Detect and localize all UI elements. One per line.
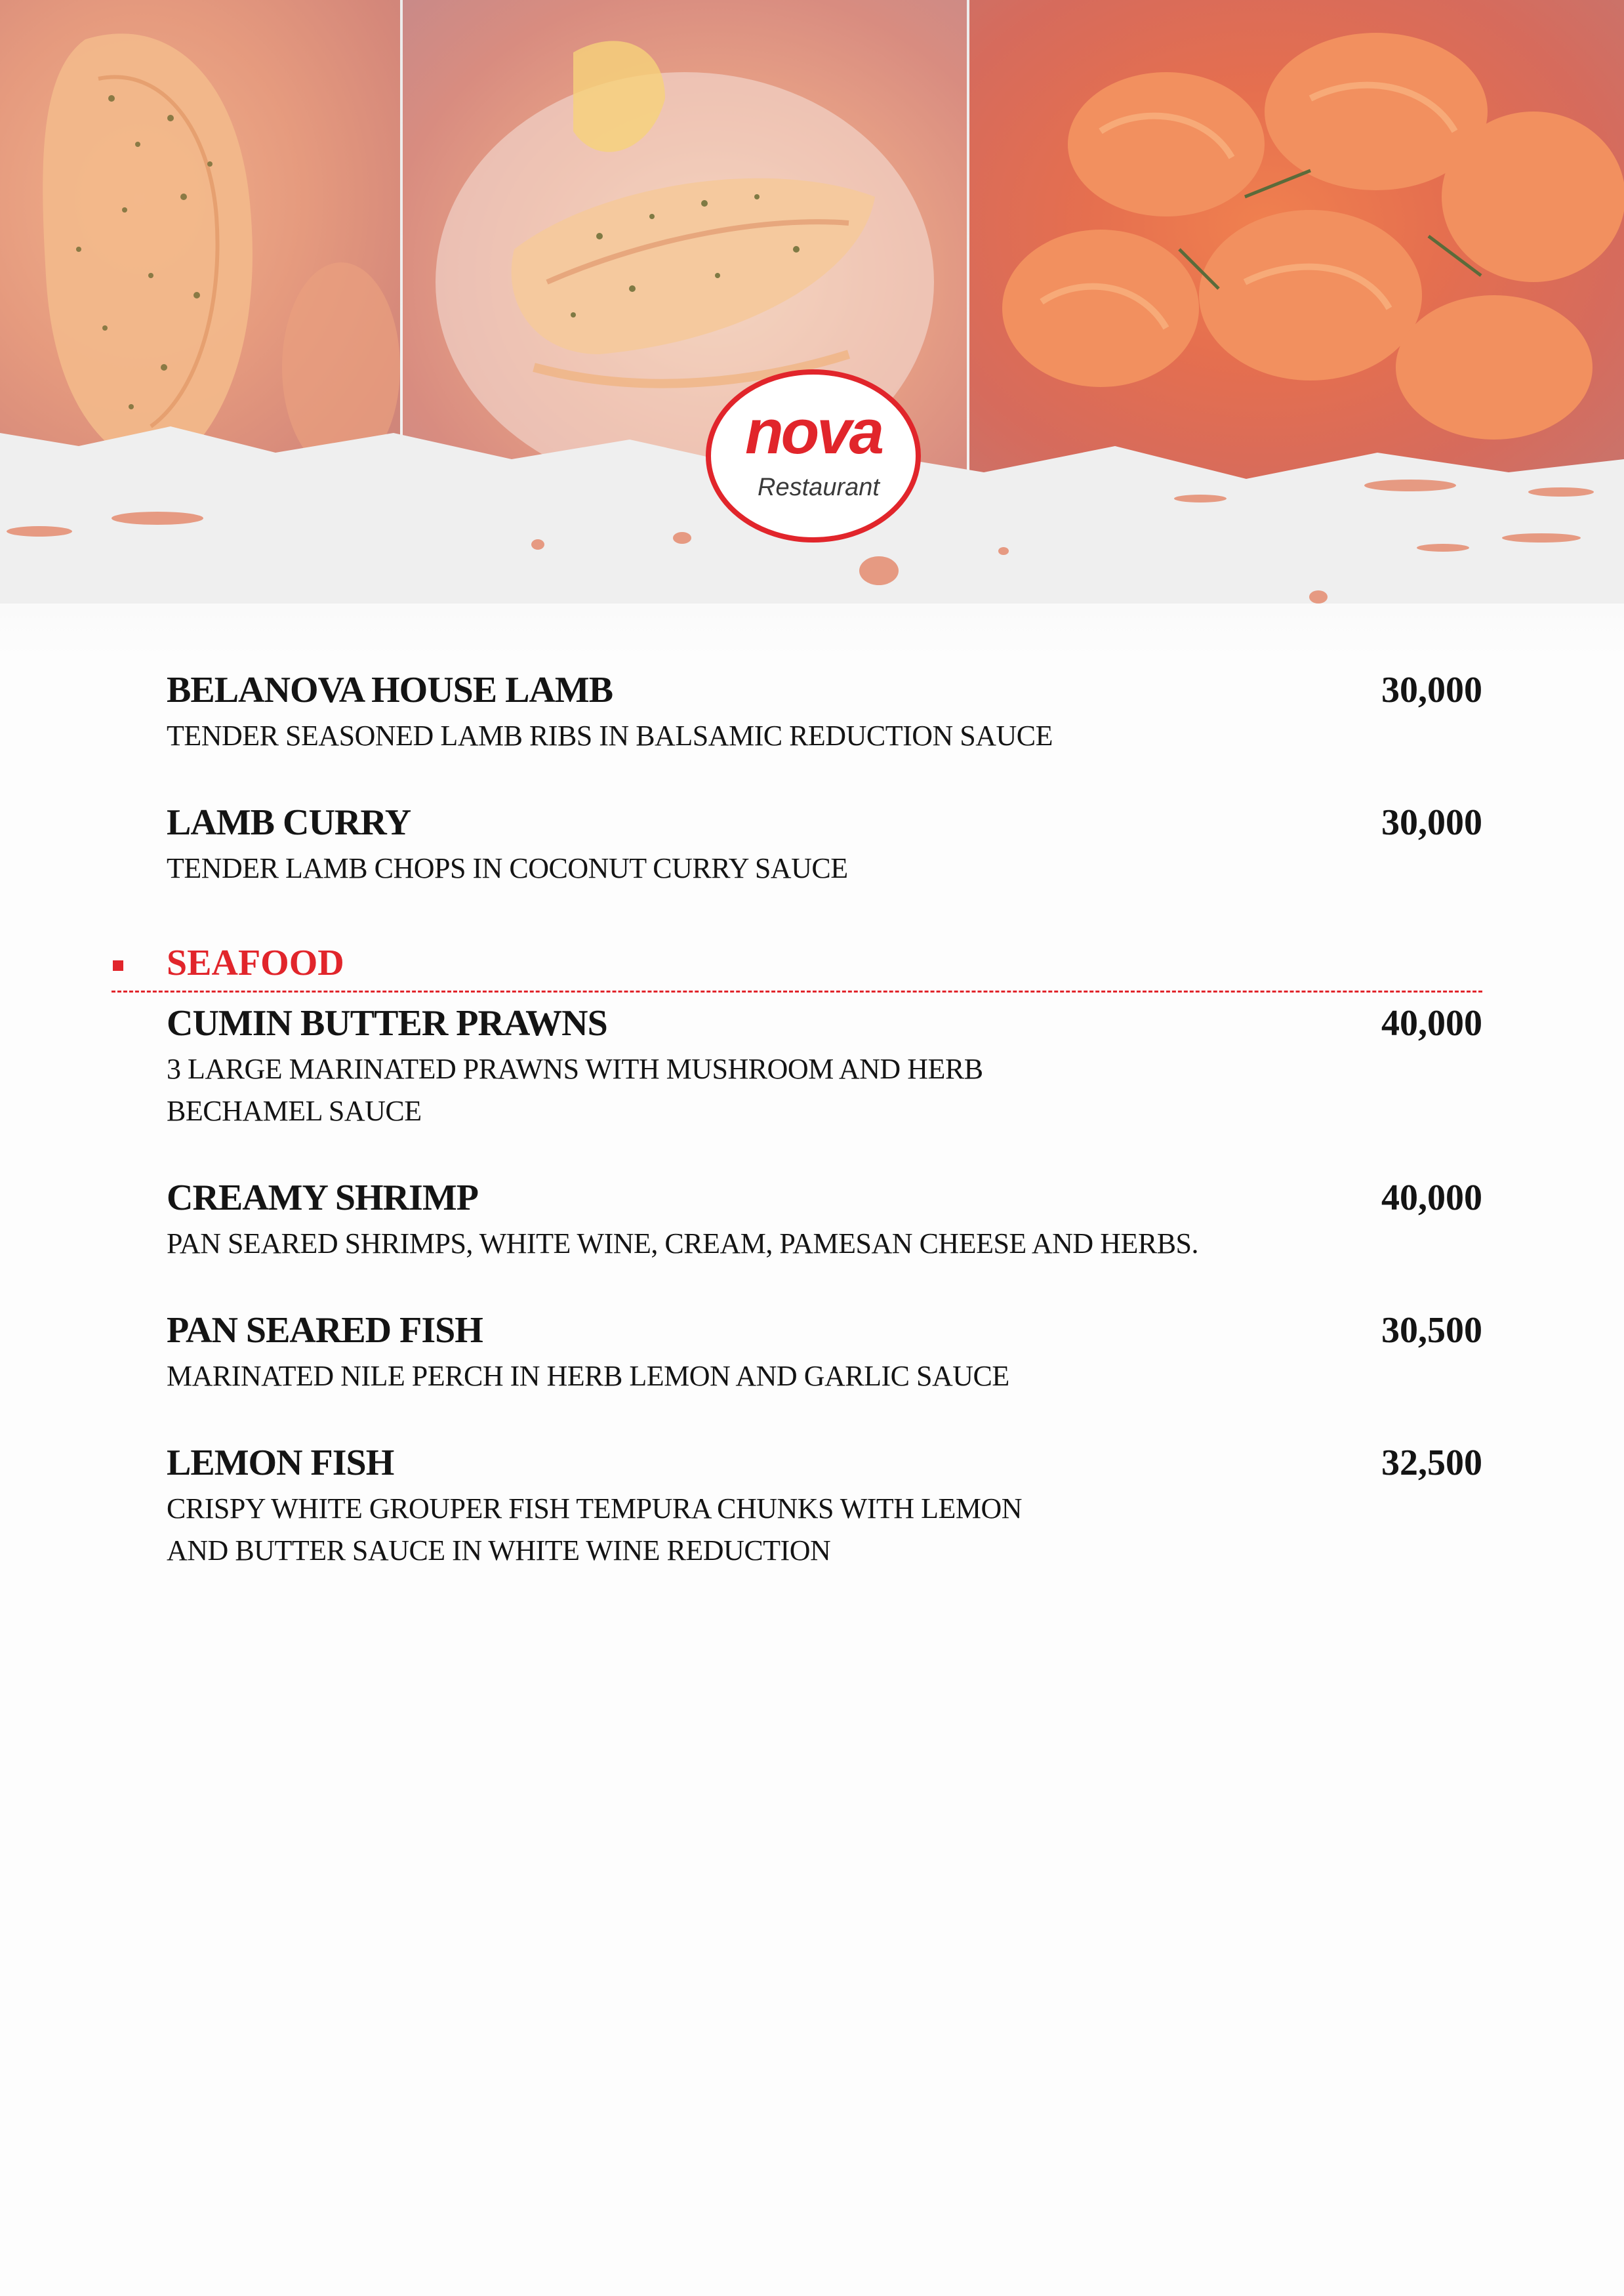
logo-tagline-text: Restaurant bbox=[758, 474, 880, 501]
description-line: CRISPY WHITE GROUPER FISH TEMPURA CHUNKS WITH LEMON bbox=[167, 1492, 1022, 1525]
description-line: TENDER LAMB CHOPS IN COCONUT CURRY SAUCE bbox=[167, 852, 848, 884]
menu-item-price: 30,000 bbox=[1381, 670, 1482, 710]
menu-item-description bbox=[167, 1355, 1009, 1397]
description-line: TENDER SEASONED LAMB RIBS IN BALSAMIC REDUCTION SAUCE bbox=[167, 720, 1053, 752]
section-header-seafood bbox=[112, 942, 1482, 988]
square-bullet-icon bbox=[113, 960, 123, 971]
menu-item-price: 40,000 bbox=[1381, 1178, 1482, 1218]
menu-item-price: 30,500 bbox=[1381, 1310, 1482, 1351]
description-line: AND BUTTER SAUCE IN WHITE WINE REDUCTION bbox=[167, 1534, 831, 1567]
menu-item-name: CREAMY SHRIMP bbox=[167, 1178, 478, 1218]
menu-item-price: 40,000 bbox=[1381, 1003, 1482, 1044]
hero-banner bbox=[0, 0, 1624, 656]
menu-item-description bbox=[167, 1488, 1022, 1572]
menu-item-name: BELANOVA HOUSE LAMB bbox=[167, 670, 613, 710]
nova-restaurant-logo bbox=[702, 364, 925, 548]
menu-item-name: LEMON FISH bbox=[167, 1443, 394, 1483]
description-line: MARINATED NILE PERCH IN HERB LEMON AND GARLIC SAUCE bbox=[167, 1360, 1009, 1392]
logo-brand-text: nova bbox=[744, 397, 882, 467]
menu-item-description bbox=[167, 1048, 983, 1132]
menu-item-description bbox=[167, 1223, 1198, 1265]
menu-item-name: LAMB CURRY bbox=[167, 802, 411, 843]
menu-item-price: 30,000 bbox=[1381, 802, 1482, 843]
menu-item-description bbox=[167, 848, 848, 890]
menu-item-price: 32,500 bbox=[1381, 1443, 1482, 1483]
menu-item-name: PAN SEARED FISH bbox=[167, 1310, 483, 1351]
menu-item-name: CUMIN BUTTER PRAWNS bbox=[167, 1003, 607, 1044]
description-line: BECHAMEL SAUCE bbox=[167, 1095, 422, 1127]
section-divider bbox=[112, 991, 1482, 993]
description-line: PAN SEARED SHRIMPS, WHITE WINE, CREAM, PAMESAN CHEESE AND HERBS. bbox=[167, 1227, 1199, 1260]
menu-item-description bbox=[167, 715, 1053, 757]
description-line: 3 LARGE MARINATED PRAWNS WITH MUSHROOM AND HERB bbox=[167, 1053, 983, 1085]
section-title: SEAFOOD bbox=[167, 943, 344, 983]
